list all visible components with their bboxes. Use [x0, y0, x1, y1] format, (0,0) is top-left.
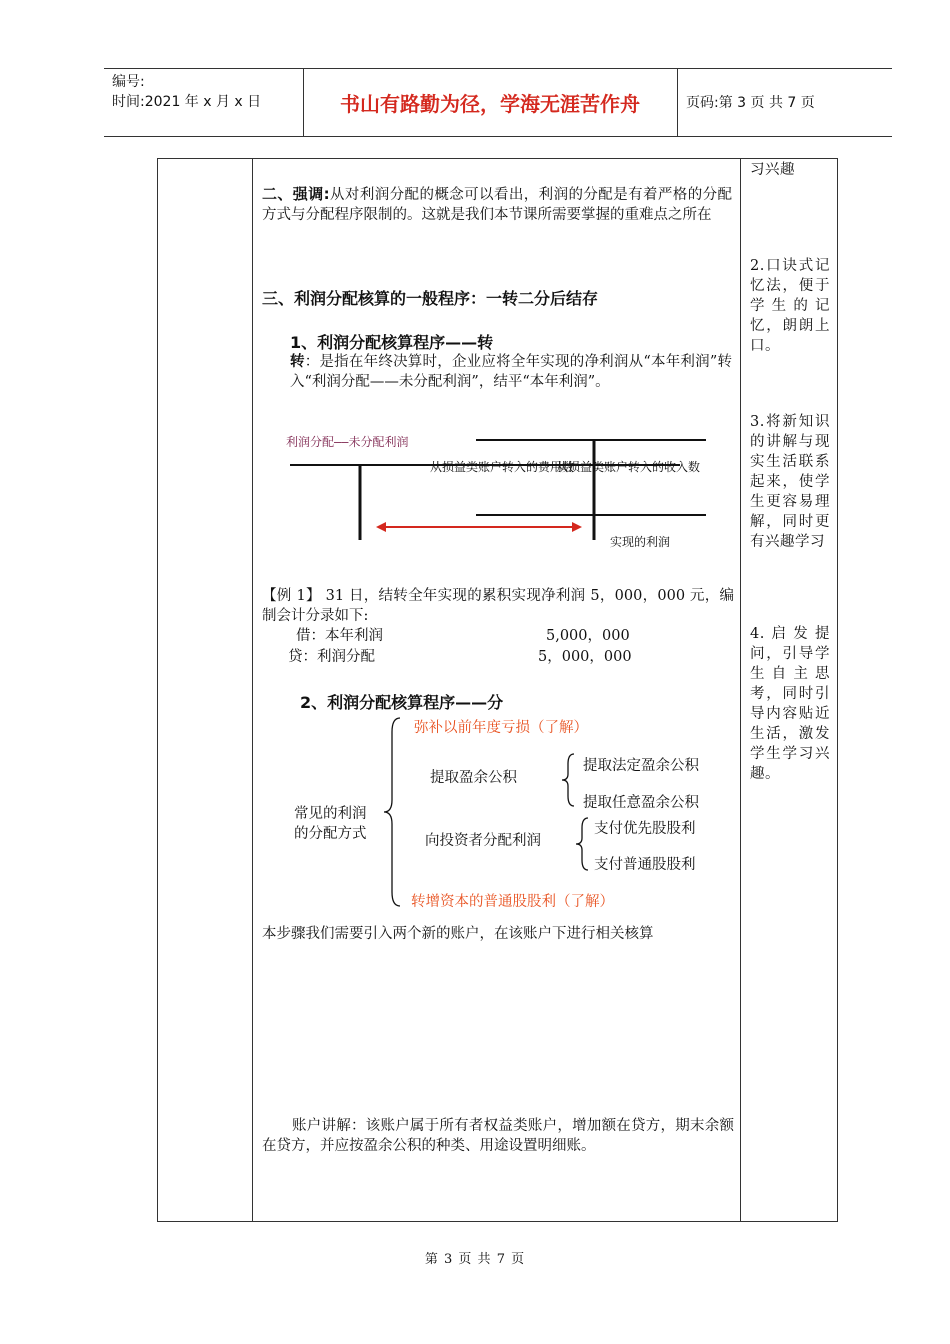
tree-branch-2b: 提取任意盈余公积 [583, 795, 699, 811]
time-label: 时间:2021 年 x 月 x 日 [112, 94, 262, 110]
example-1-text: 【例 1】 31 日，结转全年实现的累积实现净利润 5，000，000 元，编制会计分录如下: [262, 588, 734, 624]
tree-branch-4: 转增资本的普通股股利（了解） [411, 894, 614, 910]
diagram-account-label: 利润分配——未分配利润 [286, 435, 409, 449]
number-label: 编号: [112, 74, 145, 90]
tree-branch-3b: 支付普通股股利 [594, 857, 696, 873]
table-bottom-border [157, 1221, 838, 1222]
section-3-2-title: 2、利润分配核算程序——分 [300, 693, 504, 712]
tree-branch-2: 提取盈余公积 [430, 770, 517, 786]
right-note-4: 4.启发提问，引导学生自主思考，同时引导内容贴近生活，激发学生学习兴趣。 [750, 626, 830, 782]
diagram-arrow-head-left [376, 522, 386, 532]
diagram-left-text: 从损益类账户转入的费用数 [430, 460, 575, 474]
debit-entry-value: 5,000，000 [546, 628, 630, 644]
header-motto: 书山有路勤为径，学海无涯苦作舟 [340, 91, 640, 116]
tree-branch-2a: 提取法定盈余公积 [583, 758, 699, 774]
table-col-divider-2 [740, 158, 741, 1221]
tree-root-line-2: 的分配方式 [294, 826, 367, 842]
header-divider-2 [677, 68, 678, 136]
zhuan-label: 转 [290, 354, 305, 370]
page-indicator: 页码:第 3 页 共 7 页 [686, 95, 815, 111]
tree-brace-dividend [576, 818, 588, 870]
tree-main-brace [384, 718, 400, 906]
debit-entry-label: 借：本年利润 [296, 628, 383, 644]
diagram-right-text: 从损益类账户转入的收入数 [556, 460, 701, 474]
table-right-border [837, 158, 838, 1221]
account-explanation: 账户讲解：该账户属于所有者权益类账户，增加额在贷方，期末余额在贷方，并应按盈余公积的种类、用途设置明细账。 [262, 1118, 734, 1154]
header-top-rule [104, 68, 892, 69]
header-meta [112, 72, 261, 112]
section-2-title: 二、强调: [262, 185, 330, 203]
right-note-2: 2.口诀式记忆法，便于学生的记忆，朗朗上口。 [750, 258, 830, 354]
section-2-emphasis [262, 184, 732, 225]
section-3-1-title: 1、利润分配核算程序——转 [290, 333, 494, 352]
section-2-body: 从对利润分配的概念可以看出，利润的分配是有着严格的分配方式与分配程序限制的。这就是我们本节课所需要掌握的重难点之所在 [262, 187, 733, 223]
header-bottom-rule [104, 136, 892, 137]
footer-page-number: 第 3 页 共 7 页 [424, 1252, 526, 1267]
table-left-border [157, 158, 158, 1221]
tree-root-line-1: 常见的利润 [294, 806, 367, 822]
zhuan-definition [290, 352, 732, 392]
tree-root-label [294, 804, 367, 844]
right-note-3: 3.将新知识的讲解与现实生活联系起来，使学生更容易理解，同时更有兴趣学习 [750, 414, 830, 550]
credit-entry-label: 贷：利润分配 [288, 649, 375, 665]
table-col-divider-1 [252, 158, 253, 1221]
credit-entry-value: 5，000，000 [538, 649, 632, 665]
tree-branch-1: 弥补以前年度亏损（了解） [414, 720, 588, 736]
zhuan-body: ：是指在年终决算时，企业应将全年实现的净利润从“本年利润”转入“利润分配——未分配利润”，结平“本年利润”。 [290, 354, 733, 390]
tree-branch-3: 向投资者分配利润 [425, 833, 541, 849]
diagram-bottom-text: 实现的利润 [610, 535, 671, 549]
tree-branch-3a: 支付优先股股利 [594, 821, 696, 837]
right-note-0: 习兴趣 [750, 162, 795, 178]
diagram-arrow-head-right [572, 522, 582, 532]
tree-brace-surplus [562, 754, 574, 806]
t-account-diagram [280, 430, 740, 560]
intro-new-accounts: 本步骤我们需要引入两个新的账户，在该账户下进行相关核算 [262, 926, 654, 942]
section-3-title: 三、利润分配核算的一般程序：一转二分后结存 [262, 289, 599, 308]
table-top-border [157, 158, 838, 159]
